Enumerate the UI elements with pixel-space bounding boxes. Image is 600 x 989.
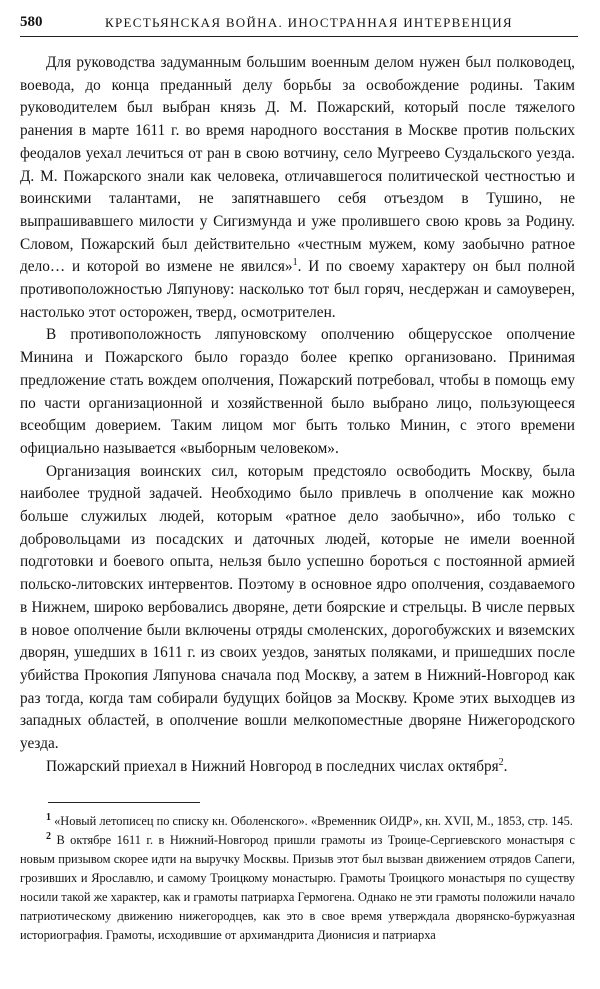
main-text [20,52,575,779]
paragraph [20,461,575,756]
footnote-text: «Новый летописец по списку кн. Оболенского». «Временник ОИДР», кн. XVII, М., 1853, стр. 145. [54,814,573,828]
paragraph [20,52,575,324]
footnote [20,812,575,831]
paragraph [20,324,575,460]
footnote [20,831,575,945]
paragraph-text: Для руководства задуманным большим военным делом нужен был полководец, воевода, до конца преданный делу борьбы за освобождение родины. Таким руководителем был выбран князь Д. М. Пожарский, который после тяжелого ранения в марте 1611 г. во время народного восстания в Москве против польских феодалов уехал лечиться от ран в свою вотчину, село Мугреево Суздальского уезда. Д. М. Пожарского знали как человека, отличавшегося политической честностью и воинскими талантами, не запятнавшего себя отъездом в Тушино, не выпрашивавшего милости у Сигизмунда и уже пролившего свою кровь за Родину. Словом, Пожарский был действительно «честным мужем, кому заобычно ратное дело… и которой во измене не явился» [20,54,575,276]
footnote-text: В октябре 1611 г. в Нижний-Новгород пришли грамоты из Троице-Сергиевского монастыря с новым призывом скорее идти на выручку Москвы. Призыв этот был вызван движением отрядов Сапеги, грозивших и Ярославлю, и самому Троицкому монастырю. Грамоты Троицкого монастыря по существу носили такой же характер, как и грамоты патриарха Гермогена. Однако не эти грамоты положили начало патриотическому движению нижегородцев, как это в свое время утверждала дворянско-буржуазная историография. Грамоты, исходившие от архимандрита Дионисия и патриарха [20,833,575,942]
footnotes [20,812,575,945]
paragraph [20,756,575,779]
footnote-ref: 1 [292,257,298,269]
paragraph-text: Организация воинских сил, которым предстояло освободить Москву, была наиболее трудной задачей. Необходимо было привлечь в ополчение как можно больше служилых людей, которым «ратное дело заобычно», ибо только с добровольцами из посадских и даточных людей, которые не имели военной подготовки и боевого опыта, нельзя было успешно бороться с постоянной армией польско-литовских интервентов. Поэтому в основное ядро ополчения, создаваемого в Нижнем, широко вербовались дворяне, дети боярские и стрельцы. В числе первых в новое ополчение были включены отряды смоленских, дорогобужских и вяземских дворян, ушедших в 1611 г. из своих уездов, занятых поляками, и пришедших после убийства Прокопия Ляпунова сначала под Москву, а затем в Нижний-Новгород как раз тогда, когда там собирали будущих бойцов за Москву. Кроме этих выходцев из западных областей, в ополчение вошли мелкопоместные дворяне Нижегородского уезда. [20,462,575,753]
page-header [20,14,578,37]
paragraph-text: В противоположность ляпуновскому ополчению общерусское ополчение Минина и Пожарского было гораздо более крепко организовано. Принимая предложение стать вождем ополчения, Пожарский потребовал, чтобы в помощь ему по части организационной и хозяйственной было выбрано лицо, пользующееся всеобщим доверием. Таким лицом мог быть только Минин, с этого времени официально называется «выборным человеком». [20,326,575,457]
footnote-divider [48,802,200,803]
page-number: 580 [20,14,43,30]
paragraph-text-continued: . [503,757,508,775]
running-title: КРЕСТЬЯНСКАЯ ВОЙНА. ИНОСТРАННАЯ ИНТЕРВЕНЦИЯ [105,15,513,30]
footnote-ref: 2 [498,756,504,768]
paragraph-text: Пожарский приехал в Нижний Новгород в последних числах октября [46,757,499,775]
footnote-mark: 2 [46,830,51,842]
paragraph-text-continued: . И по своему характеру он был полной противоположностью Ляпунову: насколько тот был горяч, несдержан и самоуверен, настолько этот осторожен, тверд‚ осмотрителен. [20,258,575,321]
footnote-mark: 1 [46,811,51,823]
